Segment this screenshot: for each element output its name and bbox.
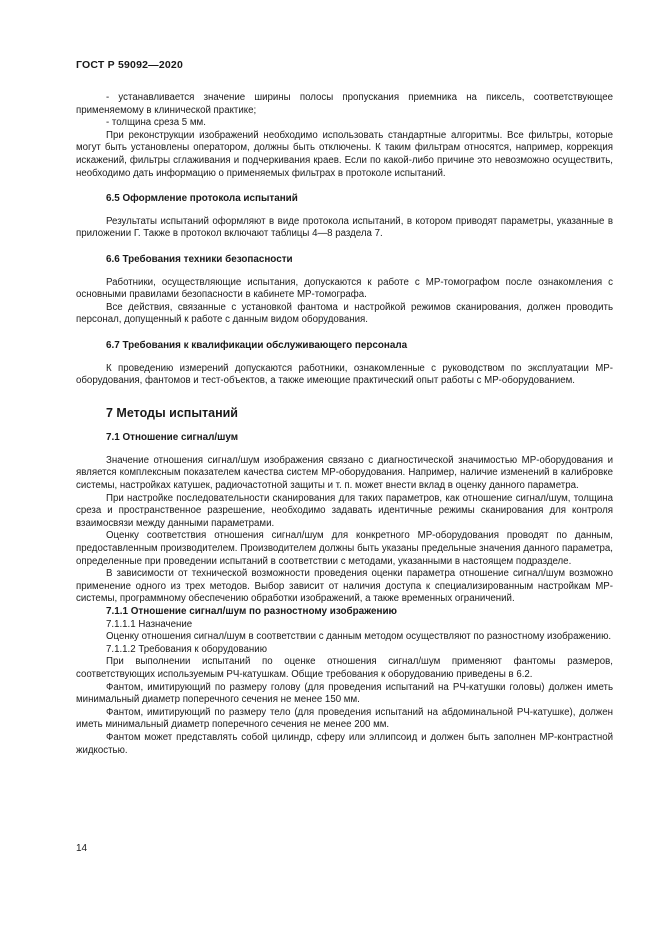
paragraph: При настройке последовательности сканирования для таких параметров, как отношение сигнал/шум, толщина среза и пространственное разрешение, необходимо задавать идентичные режимы сканирования для контроля взаимосвязи между данными параметрами. — [76, 492, 613, 529]
subsection-heading: 6.7 Требования к квалификации обслуживающего персонала — [106, 339, 408, 351]
document-body — [76, 92, 613, 757]
paragraph: К проведению измерений допускаются работники, ознакомленные с руководством по эксплуатации МР-оборудования, фантомов и тест-объектов, а также имеющие практический опыт работы с МР-оборудованием. — [76, 362, 613, 387]
subclause-heading: 7.1.1.2 Требования к оборудованию — [106, 643, 267, 655]
subsection-heading: 6.6 Требования техники безопасности — [106, 253, 293, 265]
paragraph: Оценку соответствия отношения сигнал/шум для конкретного МР-оборудования проводят по данным, предоставленным производителем. Производителем должны быть указаны предельные значения данного параметра, определенные при проведении испытаний в соответствии с методами, указанными в настоящем подразделе. — [76, 530, 613, 567]
document-header: ГОСТ Р 59092—2020 — [76, 59, 184, 71]
paragraph: При выполнении испытаний по оценке отношения сигнал/шум применяют фантомы размеров, соответствующих используемым РЧ-катушкам. Общие требования к оборудованию приведены в 6.2. — [76, 656, 613, 680]
paragraph: При реконструкции изображений необходимо использовать стандартные алгоритмы. Все фильтры, которые могут быть установлены оператором, должны быть отключены. К таким фильтрам относятся, например, коррекция искажений, фильтры сглаживания и подчеркивания краев. Если по какой-либо причине это невозможно осуществить, необходимо дать информацию о применяемых фильтрах в протоколе испытаний. — [76, 129, 613, 179]
subsection-heading: 6.5 Оформление протокола испытаний — [106, 193, 298, 205]
section-heading: 7 Методы испытаний — [106, 405, 238, 420]
paragraph: Фантом может представлять собой цилиндр, сферу или эллипсоид и должен быть заполнен МР-контрастной жидкостью. — [76, 731, 613, 756]
subclause-heading: 7.1.1.1 Назначение — [106, 618, 193, 630]
paragraph: Оценку отношения сигнал/шум в соответствии с данным методом осуществляют по разностному изображению. — [106, 631, 612, 643]
page-number: 14 — [76, 843, 88, 854]
paragraph: Все действия, связанные с установкой фантома и настройкой режимов сканирования, должен проводить персонал, допущенный к работе с данным видом оборудования. — [76, 301, 613, 326]
paragraph: Работники, осуществляющие испытания, допускаются к работе с МР-томографом после ознакомления с основными правилами безопасности в кабинете МР-томографа. — [76, 276, 613, 301]
paragraph: Фантом, имитирующий по размеру тело (для проведения испытаний на абдоминальной РЧ-катушке), должен иметь минимальный диаметр поперечного сечения не менее 200 мм. — [76, 706, 613, 731]
subsection-heading: 7.1 Отношение сигнал/шум — [106, 432, 239, 444]
paragraph: - устанавливается значение ширины полосы пропускания приемника на пиксель, соответствующее применяемому в клинической практике; — [76, 92, 613, 116]
paragraph: - толщина среза 5 мм. — [106, 117, 206, 129]
paragraph: Значение отношения сигнал/шум изображения связано с диагностической значимостью МР-оборудования и является комплексным показателем качества систем МР-оборудования. Например, наличие изменений в калибровке системы, настройках катушек, радиочастотной защиты и т. п. может внести вклад в оценку данного параметра. — [76, 454, 613, 492]
paragraph: Результаты испытаний оформляют в виде протокола испытаний, в котором приводят параметры, указанные в приложении Г. Также в протокол включают таблицы 4—8 раздела 7. — [76, 215, 613, 240]
paragraph: Фантом, имитирующий по размеру голову (для проведения испытаний на РЧ-катушки головы) должен иметь минимальный диаметр поперечного сечения не менее 150 мм. — [76, 681, 613, 706]
clause-heading: 7.1.1 Отношение сигнал/шум по разностному изображению — [106, 606, 397, 617]
paragraph: В зависимости от технической возможности проведения оценки параметра отношение сигнал/шум возможно применение одного из трех методов. Выбор зависит от наличия доступа к специализированным настройкам МР-системы, программному обеспечению обработки изображений, а также временных ограничений. — [76, 568, 613, 605]
